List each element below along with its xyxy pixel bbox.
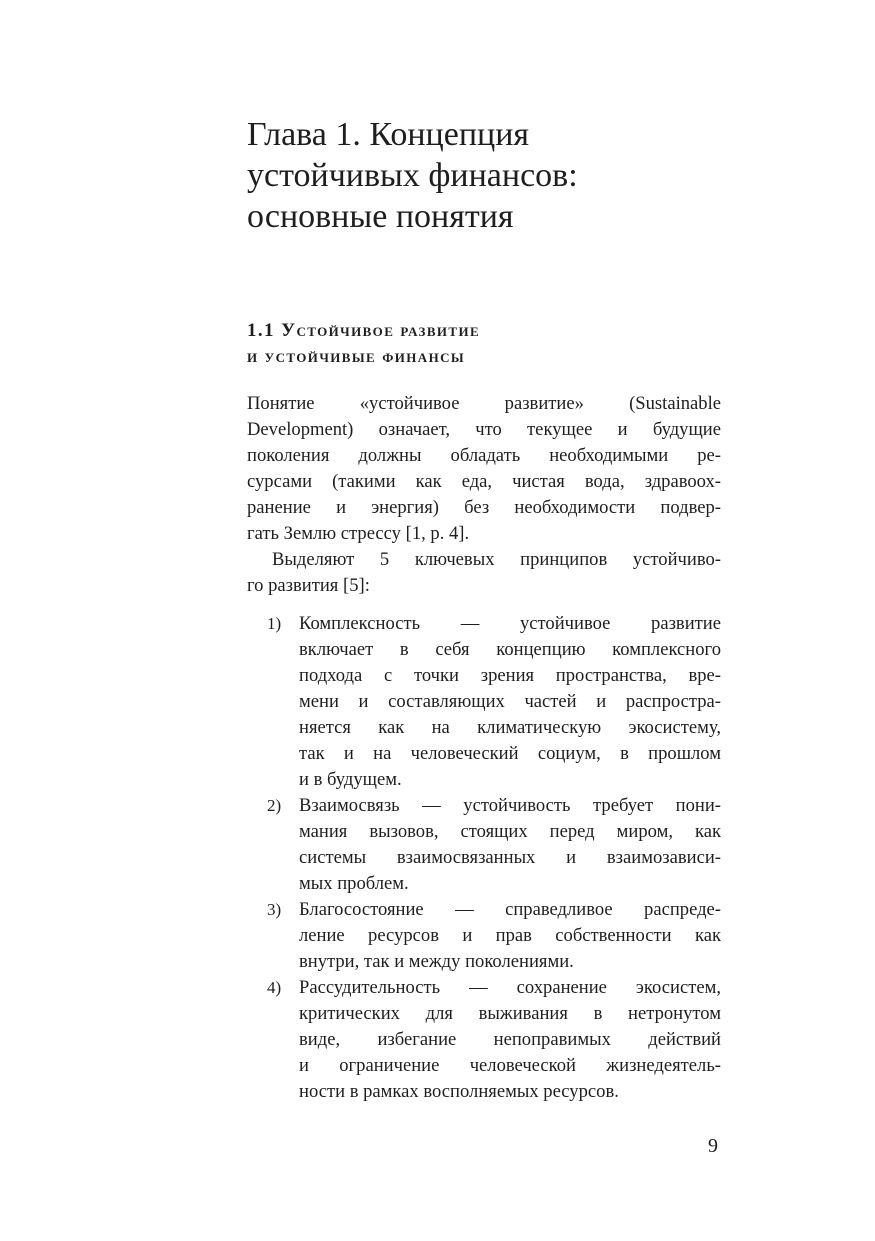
list-item-line: критических для выживания в нетронутом — [299, 1003, 721, 1024]
list-item — [267, 897, 721, 975]
list-item-line: няется как на климатическую экосистему, — [299, 717, 721, 738]
paragraph-line: Development) означает, что текущее и будущие — [247, 419, 721, 440]
list-item-number: 4) — [267, 978, 282, 997]
list-item-line: ности в рамках восполняемых ресурсов. — [299, 1081, 619, 1102]
list-item-line: системы взаимосвязанных и взаимозависи- — [299, 847, 721, 868]
section-title-line: и устойчивые финансы — [247, 346, 466, 367]
paragraph-line: Выделяют 5 ключевых принципов устойчиво- — [272, 549, 721, 570]
chapter-title — [247, 114, 727, 237]
list-item-line: Благосостояние — справедливое распреде- — [299, 899, 721, 920]
list-item-line: Комплексность — устойчивое развитие — [299, 613, 721, 634]
paragraph-line: сурсами (такими как еда, чистая вода, здравоох- — [247, 471, 721, 492]
paragraph-principles-intro — [247, 547, 721, 599]
list-item-number: 3) — [267, 900, 282, 919]
section-title — [247, 318, 721, 370]
list-item-line: Рассудительность — сохранение экосистем, — [299, 977, 721, 998]
list-item — [267, 975, 721, 1105]
list-item-line: мых проблем. — [299, 873, 409, 894]
paragraph-line: го развития [5]: — [247, 575, 370, 596]
list-item — [267, 793, 721, 897]
chapter-title-line: основные понятия — [247, 198, 514, 235]
paragraph-line: ранение и энергия) без необходимости подвер- — [247, 497, 721, 518]
list-item-line: подхода с точки зрения пространства, вре- — [299, 665, 721, 686]
list-item-line: включает в себя концепцию комплексного — [299, 639, 721, 660]
list-item-line: виде, избегание непоправимых действий — [299, 1029, 721, 1050]
chapter-title-line: устойчивых финансов: — [247, 157, 578, 194]
paragraph-sustainable-development — [247, 391, 721, 547]
list-item-line: Взаимосвязь — устойчивость требует пони- — [299, 795, 721, 816]
list-item-line: так и на человеческий социум, в прошлом — [299, 743, 721, 764]
list-item-line: и ограничение человеческой жизнедеятель- — [299, 1055, 721, 1076]
list-item-line: и в будущем. — [299, 769, 402, 790]
paragraph-line: Понятие «устойчивое развитие» (Sustainable — [247, 393, 721, 414]
paragraph-line: гать Землю стрессу [1, p. 4]. — [247, 523, 470, 544]
list-item-line: ление ресурсов и прав собственности как — [299, 925, 721, 946]
page-number: 9 — [708, 1135, 718, 1157]
list-item-line: внутри, так и между поколениями. — [299, 951, 574, 972]
chapter-title-line: Глава 1. Концепция — [247, 116, 530, 153]
list-item — [267, 611, 721, 793]
section-title-line: 1.1 Устойчивое развитие — [247, 320, 481, 341]
list-item-line: мания вызовов, стоящих перед миром, как — [299, 821, 721, 842]
principles-list — [267, 611, 721, 1105]
list-item-line: мени и составляющих частей и распростра- — [299, 691, 721, 712]
list-item-number: 1) — [267, 614, 282, 633]
list-item-number: 2) — [267, 796, 282, 815]
paragraph-line: поколения должны обладать необходимыми ре- — [247, 445, 721, 466]
